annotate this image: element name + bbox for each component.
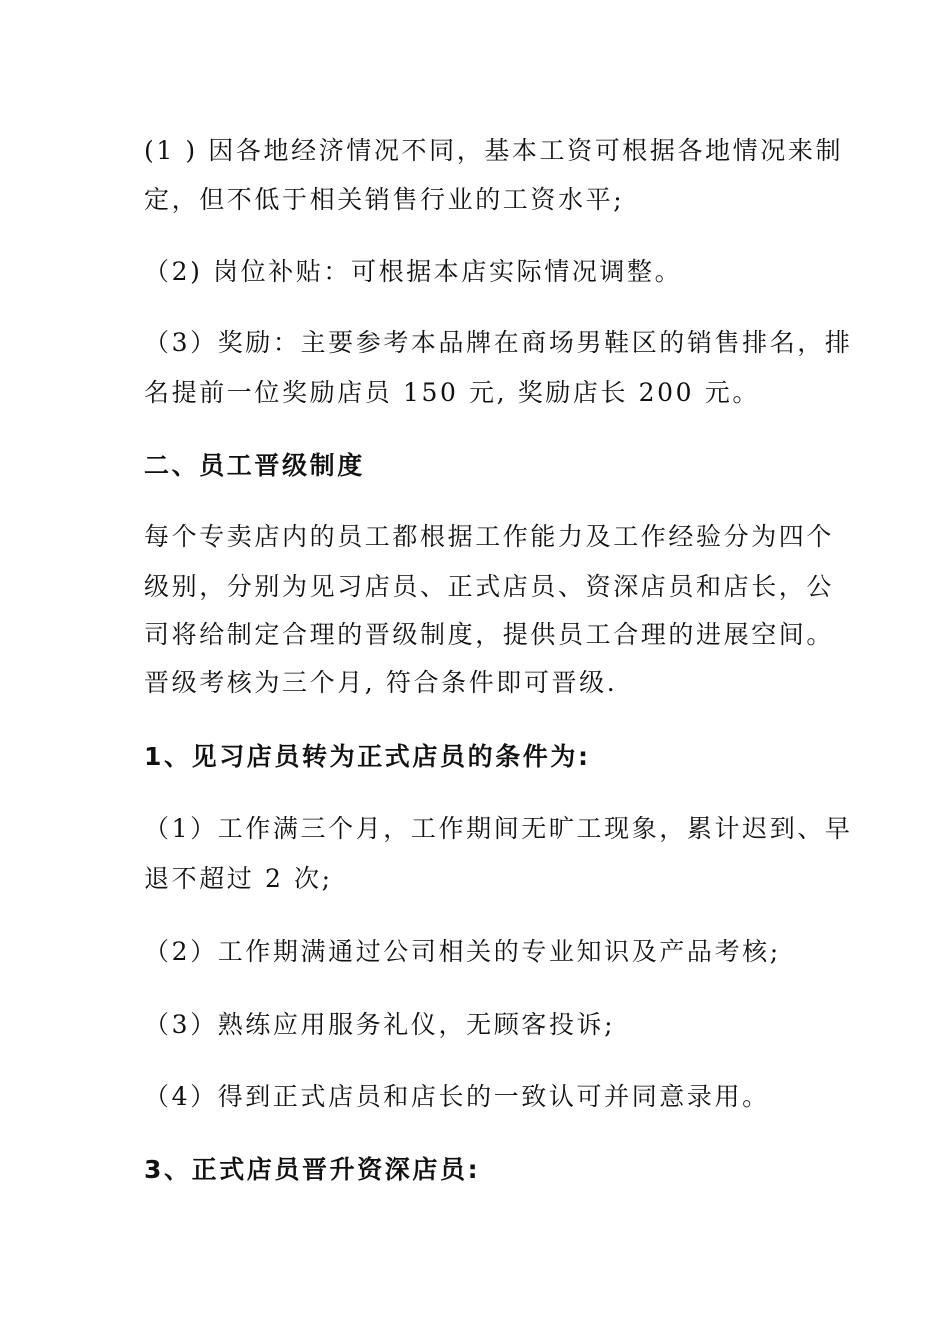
salary-item-1-line-2: 定，但不低于相关销售行业的工资水平; <box>144 185 625 214</box>
salary-item-3-line-1: （3）奖励：主要参考本品牌在商场男鞋区的销售排名，排 <box>144 328 853 357</box>
subsection-heading-trainee: 1、见习店员转为正式店员的条件为: <box>144 742 591 771</box>
promotion-paragraph-line-2: 级别，分别为见习店员、正式店员、资深店员和店长，公 <box>144 572 835 601</box>
condition-4: （4）得到正式店员和店长的一致认可并同意录用。 <box>144 1082 770 1111</box>
promotion-paragraph-line-4: 晋级考核为三个月, 符合条件即可晋级. <box>144 668 618 697</box>
salary-item-1-line-1: (1 ) 因各地经济情况不同，基本工资可根据各地情况来制 <box>144 136 844 165</box>
condition-3: （3）熟练应用服务礼仪，无顾客投诉; <box>144 1010 616 1039</box>
promotion-paragraph-line-1: 每个专卖店内的员工都根据工作能力及工作经验分为四个 <box>144 522 835 551</box>
section-heading-promotion: 二、员工晋级制度 <box>144 451 365 480</box>
promotion-paragraph-line-3: 司将给制定合理的晋级制度，提供员工合理的进展空间。 <box>144 620 835 649</box>
condition-2: （2）工作期满通过公司相关的专业知识及产品考核; <box>144 937 781 966</box>
condition-1-line-1: （1）工作满三个月，工作期间无旷工现象，累计迟到、早 <box>144 814 853 843</box>
condition-1-line-2: 退不超过 2 次; <box>144 864 333 893</box>
subsection-heading-senior: 3、正式店员晋升资深店员: <box>144 1155 481 1184</box>
salary-item-3-line-2: 名提前一位奖励店员 150 元, 奖励店长 200 元。 <box>144 378 760 407</box>
salary-item-2: （2) 岗位补贴：可根据本店实际情况调整。 <box>144 257 683 286</box>
